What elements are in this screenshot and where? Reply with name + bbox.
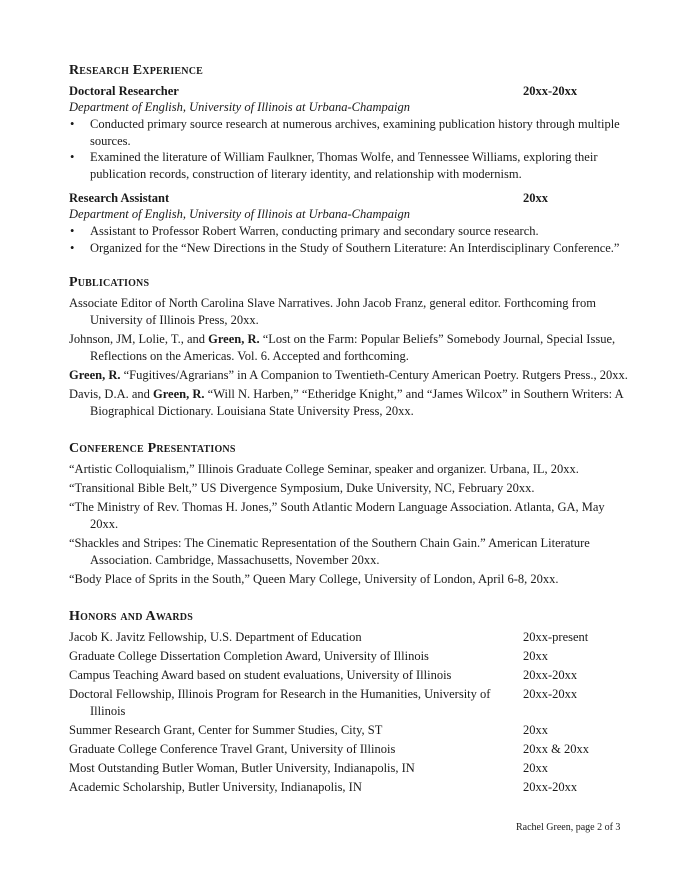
bullet-item: • Conducted primary source research at numerous archives, examining publication history through multiple sources. (70, 117, 620, 148)
honor-item: Graduate College Conference Travel Grant, University of Illinois 20xx & 20xx (69, 742, 589, 756)
job-date: 20xx-20xx (523, 84, 578, 98)
bullet-item: • Organized for the “New Directions in the Study of Southern Literature: An Interdisciplinary Conference.” (70, 240, 620, 255)
job-department: Department of English, University of Illinois at Urbana-Champaign (69, 100, 410, 114)
job-bullets (69, 116, 629, 182)
conference-item: “Artistic Colloquialism,” Illinois Graduate College Seminar, speaker and organizer. Urbana, IL, 20xx. (69, 462, 579, 476)
bullet-icon: • (70, 150, 75, 164)
conference-item: “Shackles and Stripes: The Cinematic Representation of the Southern Chain Gain.” American Literature Association. Cambridge, Massachusetts, November 20xx. (69, 536, 590, 567)
publication-item: Green, R. “Fugitives/Agrarians” in A Companion to Twentieth-Century American Poetry. Rutgers Press., 20xx. (69, 368, 628, 382)
job-title: Research Assistant (69, 191, 170, 205)
bullet-item: • Examined the literature of William Faulkner, Thomas Wolfe, and Tennessee Williams, exploring their publication records, construction of literary identity, and relationship with modernism. (70, 150, 598, 181)
job-bullets (69, 223, 629, 256)
publication-item: Davis, D.A. and Green, R. “Will N. Harben,” “Etheridge Knight,” and “James Wilcox” in Southern Writers: A Biographical Dictionary. Louisiana State University Press, 20xx. (69, 387, 623, 418)
conference-item: “Transitional Bible Belt,” US Divergence Symposium, Duke University, NC, February 20xx. (69, 481, 535, 495)
honor-item: Jacob K. Javitz Fellowship, U.S. Department of Education 20xx-present (69, 630, 589, 644)
honor-item: Campus Teaching Award based on student evaluations, University of Illinois 20xx-20xx (69, 668, 578, 682)
publication-item: Johnson, JM, Lolie, T., and Green, R. “Lost on the Farm: Popular Beliefs” Somebody Journal, Special Issue, Reflections on the Americas. Vol. 6. Accepted and forthcoming. (69, 332, 616, 363)
job-research-assistant (69, 190, 629, 256)
conference-item: “Body Place of Sprits in the South,” Queen Mary College, University of London, April 6-8, 20xx. (69, 572, 559, 586)
job-title: Doctoral Researcher (69, 84, 179, 98)
bullet-icon: • (70, 117, 75, 131)
honor-item: Academic Scholarship, Butler University, Indianapolis, IN 20xx-20xx (69, 780, 578, 794)
conferences-heading: Conference Presentations (69, 441, 236, 456)
honor-item: Summer Research Grant, Center for Summer Studies, City, ST 20xx (69, 723, 548, 737)
conference-item: “The Ministry of Rev. Thomas H. Jones,” South Atlantic Modern Language Association. Atlanta, GA, May 20xx. (69, 500, 605, 531)
honor-item: Graduate College Dissertation Completion Award, University of Illinois 20xx (69, 649, 548, 663)
research-heading: Research Experience (69, 63, 203, 78)
job-date: 20xx (523, 191, 548, 205)
bullet-item: • Assistant to Professor Robert Warren, conducting primary and secondary source research. (70, 224, 539, 238)
honor-item: Most Outstanding Butler Woman, Butler University, Indianapolis, IN 20xx (69, 761, 548, 775)
publication-item: Associate Editor of North Carolina Slave Narratives. John Jacob Franz, general editor. Forthcoming from University of Illinois Press, 20xx. (69, 296, 596, 327)
honor-item: Doctoral Fellowship, Illinois Program for Research in the Humanities, University of Illinois 20xx-20xx (69, 687, 578, 718)
resume-page (69, 62, 629, 798)
job-department: Department of English, University of Illinois at Urbana-Champaign (69, 207, 410, 221)
honors-heading: Honors and Awards (69, 609, 193, 624)
bullet-icon: • (70, 240, 75, 255)
publications-heading: Publications (69, 275, 150, 290)
page-footer: Rachel Green, page 2 of 3 (516, 822, 621, 833)
job-doctoral-researcher (69, 83, 629, 182)
bullet-icon: • (70, 224, 75, 238)
